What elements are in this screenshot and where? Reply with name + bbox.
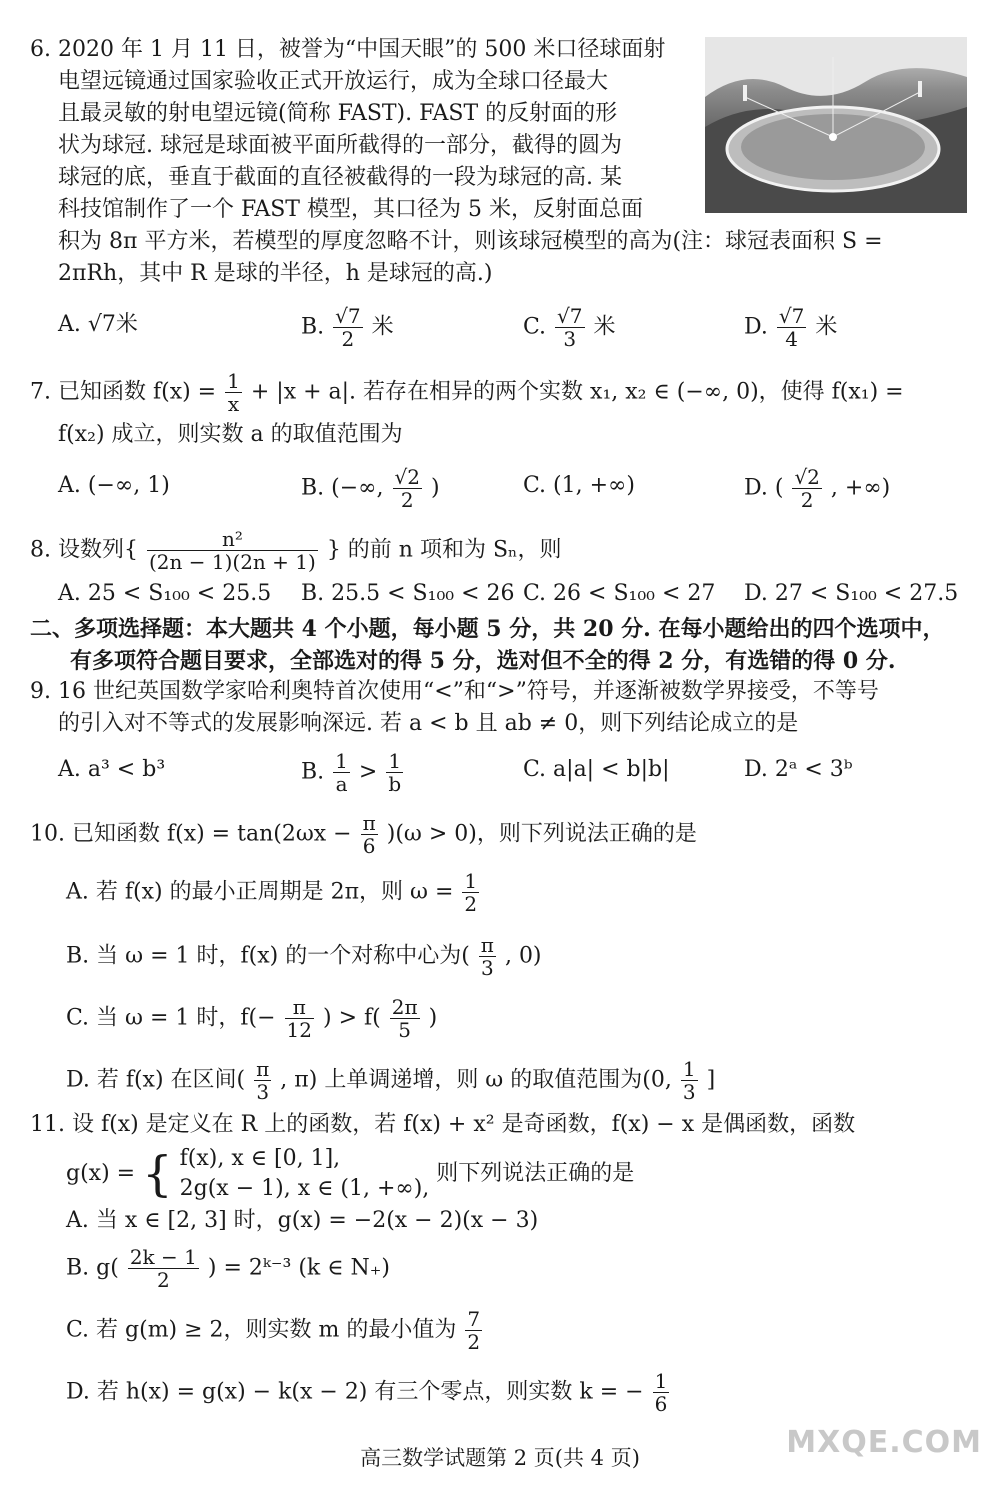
section-2-heading-line-1: 二、多项选择题：本大题共 4 个小题，每小题 5 分，共 20 分. 在每小题给出的四个选项中， bbox=[30, 616, 945, 642]
q6-option-d: D. $\frac{√7}{4}$ 米 bbox=[744, 304, 838, 351]
page-footer: 高三数学试题第 2 页(共 4 页) bbox=[360, 1446, 640, 1470]
q8-option-b: B. 25.5 < S₁₀₀ < 26 bbox=[301, 581, 515, 606]
q9-option-a: A. a³ < b³ bbox=[58, 757, 166, 782]
q10-option-a: A. 若 f(x) 的最小正周期是 2π，则 ω = $\frac{1}{2}$ bbox=[66, 869, 478, 916]
q6-line-2: 电望远镜通过国家验收正式开放运行，成为全球口径最大 bbox=[58, 69, 609, 94]
q10-stem: 10. 已知函数 f(x) = tan(2ωx − $\frac{\pi}{6}$ )(ω > 0)，则下列说法正确的是 bbox=[30, 811, 697, 858]
q8-option-d: D. 27 < S₁₀₀ < 27.5 bbox=[744, 581, 959, 606]
q10-option-d: D. 若 f(x) 在区间( $\frac{\pi}{3}$ , π) 上单调递增，则 ω 的取值范围为(0, $\frac{1}{3}$ ] bbox=[66, 1057, 716, 1104]
q11-piecewise: g(x) = { f(x), x ∈ [0, 1], 2g(x − 1), x ∈ (1, +∞), 则下列说法正确的是 bbox=[66, 1146, 635, 1202]
q8-option-a: A. 25 < S₁₀₀ < 25.5 bbox=[58, 581, 272, 606]
q6-options bbox=[58, 304, 980, 351]
q9-line-1: 9. 16 世纪英国数学家哈利奥特首次使用“<”和“>”符号，并逐渐被数学界接受，不等号 bbox=[30, 679, 879, 704]
q8-options bbox=[58, 578, 980, 610]
q10-option-b: B. 当 ω = 1 时，f(x) 的一个对称中心为( $\frac{\pi}{3}$ , 0) bbox=[66, 933, 542, 980]
q7-option-d: D. ( $\frac{√2}{2}$ , +∞) bbox=[744, 465, 891, 512]
fast-telescope-photo bbox=[705, 37, 967, 213]
q7-option-b: B. (−∞, $\frac{√2}{2}$ ) bbox=[301, 465, 440, 512]
q9-line-2: 的引入对不等式的发展影响深远. 若 a < b 且 ab ≠ 0，则下列结论成立的是 bbox=[58, 711, 799, 736]
q11-option-a: A. 当 x ∈ [2, 3] 时，g(x) = −2(x − 2)(x − 3) bbox=[66, 1208, 539, 1233]
q6-option-b: B. $\frac{√7}{2}$ 米 bbox=[301, 304, 394, 351]
q6-option-a: A. √7米 bbox=[58, 312, 138, 337]
q7-option-a: A. (−∞, 1) bbox=[58, 473, 170, 498]
q7-line-1: 7. 已知函数 f(x) = $\frac{1}{x}$ + |x + a|. 若存在相异的两个实数 x₁, x₂ ∈ (−∞, 0)，使得 f(x₁) = bbox=[30, 369, 904, 416]
q7-line-2: f(x₂) 成立，则实数 a 的取值范围为 bbox=[58, 422, 403, 447]
q9-option-c: C. a|a| < b|b| bbox=[523, 757, 670, 782]
q6-line-8: 2πRh，其中 R 是球的半径，h 是球冠的高.) bbox=[58, 261, 493, 286]
section-2-heading-line-2: 有多项符合题目要求，全部选对的得 5 分，选对但不全的得 2 分，有选错的得 0 分. bbox=[70, 648, 896, 674]
q6-line-1: 6. 2020 年 1 月 11 日，被誉为“中国天眼”的 500 米口径球面射 bbox=[30, 37, 666, 62]
q11-option-c: C. 若 g(m) ≥ 2，则实数 m 的最小值为 $\frac{7}{2}$ bbox=[66, 1307, 481, 1354]
q9-options bbox=[58, 749, 980, 796]
q11-option-b: B. g( $\frac{2k - 1}{2}$ ) = 2ᵏ⁻³ (k ∈ N₊) bbox=[66, 1245, 390, 1292]
q9-option-d: D. 2ᵃ < 3ᵇ bbox=[744, 757, 853, 782]
q8-stem: 8. 设数列{ $\frac{\text{n²}}{(2n - 1)(2n + 1)}$ } 的前 n 项和为 Sₙ，则 bbox=[30, 527, 562, 574]
q11-line-1: 11. 设 f(x) 是定义在 R 上的函数，若 f(x) + x² 是奇函数，f(x) − x 是偶函数，函数 bbox=[30, 1112, 856, 1137]
q11-option-d: D. 若 h(x) = g(x) − k(x − 2) 有三个零点，则实数 k = − $\frac{1}{6}$ bbox=[66, 1369, 668, 1416]
q9-option-b: B. $\frac{1}{a}$ > $\frac{1}{b}$ bbox=[301, 749, 402, 796]
q6-line-4: 状为球冠. 球冠是球面被平面所截得的一部分，截得的圆为 bbox=[58, 133, 622, 158]
q8-option-c: C. 26 < S₁₀₀ < 27 bbox=[523, 581, 716, 606]
q6-line-3: 且最灵敏的射电望远镜(简称 FAST). FAST 的反射面的形 bbox=[58, 101, 618, 126]
q6-option-c: C. $\frac{√7}{3}$ 米 bbox=[523, 304, 616, 351]
q6-line-6: 科技馆制作了一个 FAST 模型，其口径为 5 米，反射面总面 bbox=[58, 197, 643, 222]
q10-option-c: C. 当 ω = 1 时，f(− $\frac{\pi}{12}$ ) > f( $\frac{2\pi}{5}$ ) bbox=[66, 995, 438, 1042]
watermark: MXQE.COM bbox=[786, 1425, 982, 1460]
q7-option-c: C. (1, +∞) bbox=[523, 473, 635, 498]
q7-options bbox=[58, 465, 980, 512]
q6-line-7: 积为 8π 平方米，若模型的厚度忽略不计，则该球冠模型的高为(注：球冠表面积 S = bbox=[58, 229, 883, 254]
q6-line-5: 球冠的底，垂直于截面的直径被截得的一段为球冠的高. 某 bbox=[58, 165, 622, 190]
